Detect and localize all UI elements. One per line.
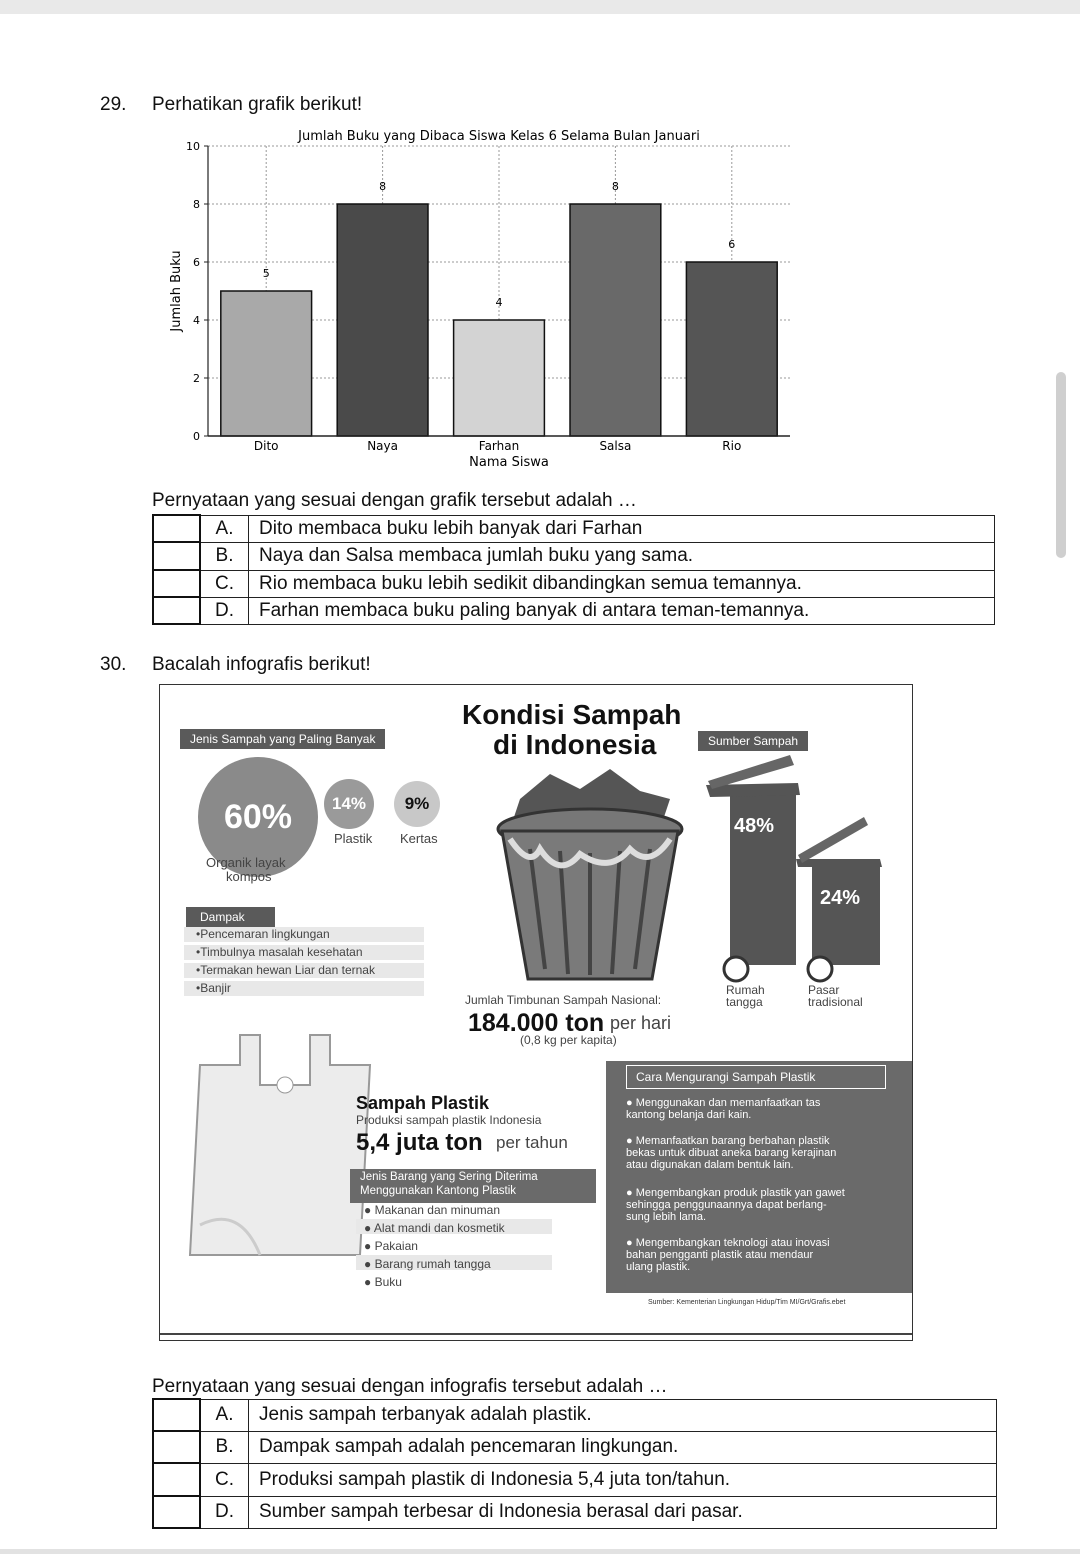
dampak-item: •Timbulnya masalah kesehatan (196, 945, 363, 959)
q30-options (152, 1398, 997, 1529)
barang-item: ● Alat mandi dan kosmetik (364, 1221, 505, 1235)
pasar-pct: 24% (820, 887, 861, 909)
data-label: 8 (379, 180, 387, 193)
organik-label-2: kompos (226, 869, 272, 884)
bar-chart (158, 122, 798, 472)
answer-box[interactable] (153, 1463, 200, 1496)
answer-box[interactable] (153, 597, 200, 624)
plastik-value: 5,4 juta ton (356, 1129, 483, 1156)
x-tick-label: Naya (367, 439, 398, 453)
q29-option-c[interactable]: C. Rio membaca buku lebih sedikit dibandingkan semua temannya. (153, 570, 995, 597)
q30-number: 30. (100, 654, 127, 675)
q30-option-c[interactable]: C. Produksi sampah plastik di Indonesia 5,4 juta ton/tahun. (153, 1463, 997, 1496)
plastik-label: Plastik (334, 831, 373, 846)
sumber-header: Sumber Sampah (698, 731, 808, 751)
option-text: Naya dan Salsa membaca jumlah buku yang sama. (249, 542, 995, 570)
trash-can-icon (490, 769, 690, 989)
cara-item-2: ● Memanfaatkan barang berbahan plastik bekas untuk dibuat aneka barang kerajinan atau digunakan dalam bentuk lain. (626, 1135, 837, 1171)
option-text: Jenis sampah terbanyak adalah plastik. (249, 1399, 997, 1431)
timbunan-note: (0,8 kg per kapita) (520, 1033, 617, 1047)
info-title-1: Kondisi Sampah (462, 699, 682, 730)
bottom-edge (0, 1549, 1080, 1554)
option-text: Dito membaca buku lebih banyak dari Farhan (249, 515, 995, 542)
x-tick-label: Rio (722, 439, 742, 453)
chart-title: Jumlah Buku yang Dibaca Siswa Kelas 6 Selama Bulan Januari (298, 129, 700, 144)
answer-box[interactable] (153, 1431, 200, 1463)
pasar-label-2: tradisional (808, 995, 863, 1009)
bins-icon (700, 755, 900, 985)
bar-salsa (570, 204, 661, 436)
q30-prompt: Pernyataan yang sesuai dengan infografis tersebut adalah … (152, 1376, 668, 1397)
rumah-pct: 48% (734, 815, 775, 837)
scrollbar[interactable] (1056, 372, 1066, 558)
answer-box[interactable] (153, 515, 200, 542)
dampak-item: •Pencemaran lingkungan (196, 927, 330, 941)
plastik-sub: Produksi sampah plastik Indonesia (356, 1113, 542, 1127)
kertas-label: Kertas (400, 831, 438, 846)
data-label: 6 (728, 238, 736, 251)
bar-rio (686, 262, 777, 436)
dampak-header: Dampak (186, 907, 275, 927)
answer-box[interactable] (153, 542, 200, 570)
x-tick-label: Dito (253, 439, 279, 453)
y-axis-label: Jumlah Buku (169, 250, 184, 332)
organik-pct: 60% (223, 797, 293, 836)
option-text: Rio membaca buku lebih sedikit dibandingkan semua temannya. (249, 570, 995, 597)
source-note: Sumber: Kementerian Lingkungan Hidup/Tim MI/Grt/Grafis.ebet (648, 1299, 846, 1306)
q29-option-d[interactable]: D. Farhan membaca buku paling banyak di antara teman-temannya. (153, 597, 995, 624)
answer-box[interactable] (153, 1496, 200, 1528)
option-text: Farhan membaca buku paling banyak di antara teman-temannya. (249, 597, 995, 624)
y-tick-label: 8 (193, 198, 200, 211)
y-tick-label: 4 (193, 314, 200, 327)
y-tick-label: 6 (193, 256, 200, 269)
cara-item-1: ● Menggunakan dan memanfaatkan tas kantong belanja dari kain. (626, 1097, 821, 1121)
kertas-circle (394, 781, 440, 827)
timbunan-value: 184.000 ton (468, 1009, 605, 1037)
cara-header: Cara Mengurangi Sampah Plastik (636, 1070, 816, 1084)
bar-dito (221, 291, 312, 436)
plastik-circle (324, 779, 374, 829)
dampak-item: •Banjir (196, 981, 231, 995)
infographic (159, 684, 913, 1341)
x-tick-label: Salsa (599, 439, 632, 453)
q29-number: 29. (100, 94, 127, 115)
plastik-unit: per tahun (496, 1133, 568, 1152)
option-text: Produksi sampah plastik di Indonesia 5,4 juta ton/tahun. (249, 1463, 997, 1496)
bar-naya (337, 204, 428, 436)
top-edge (0, 0, 1080, 14)
plastik-pct: 14% (331, 794, 367, 813)
q29-prompt: Pernyataan yang sesuai dengan grafik tersebut adalah … (152, 490, 637, 511)
barang-header-1: Jenis Barang yang Sering Diterima (360, 1171, 538, 1183)
data-label: 5 (262, 267, 270, 280)
option-text: Dampak sampah adalah pencemaran lingkungan. (249, 1431, 997, 1463)
q29-option-b[interactable]: B. Naya dan Salsa membaca jumlah buku yang sama. (153, 542, 995, 570)
y-tick-label: 10 (186, 140, 200, 153)
data-label: 8 (611, 180, 619, 193)
barang-header-2: Menggunakan Kantong Plastik (360, 1185, 516, 1197)
y-tick-label: 2 (193, 372, 200, 385)
barang-item: ● Makanan dan minuman (364, 1203, 500, 1217)
answer-box[interactable] (153, 570, 200, 597)
organik-label-1: Organik layak (206, 855, 286, 870)
q29-option-a[interactable]: A. Dito membaca buku lebih banyak dari Farhan (153, 515, 995, 542)
timbunan-label: Jumlah Timbunan Sampah Nasional: (465, 993, 662, 1007)
barang-item: ● Barang rumah tangga (364, 1257, 491, 1271)
barang-item: ● Pakaian (364, 1239, 418, 1253)
cara-item-4: ● Mengembangkan teknologi atau inovasi bahan pengganti plastik atau mendaur ulang plastik. (626, 1237, 830, 1273)
q30-option-a[interactable]: A. Jenis sampah terbanyak adalah plastik. (153, 1399, 997, 1431)
cara-item-3: ● Mengembangkan produk plastik yan gawet sehingga penggunaannya dapat berlang- sung lebih lama. (626, 1187, 845, 1223)
plastik-title: Sampah Plastik (356, 1093, 490, 1113)
timbunan-unit: per hari (610, 1013, 672, 1033)
answer-box[interactable] (153, 1399, 200, 1431)
info-title-2: di Indonesia (493, 729, 657, 760)
q30-option-d[interactable]: D. Sumber sampah terbesar di Indonesia berasal dari pasar. (153, 1496, 997, 1528)
q30-option-b[interactable]: B. Dampak sampah adalah pencemaran lingkungan. (153, 1431, 997, 1463)
x-tick-label: Farhan (478, 439, 520, 453)
data-label: 4 (495, 296, 503, 309)
rumah-label-1: Rumah (726, 983, 765, 997)
rumah-label-2: tangga (726, 995, 763, 1009)
pasar-label-1: Pasar (808, 983, 840, 997)
dampak-item: •Termakan hewan Liar dan ternak (196, 963, 375, 977)
q30-instruction: Bacalah infografis berikut! (152, 654, 371, 675)
x-axis-label: Nama Siswa (469, 455, 549, 470)
jenis-header: Jenis Sampah yang Paling Banyak (180, 729, 385, 749)
plastic-bag-icon (180, 1025, 380, 1265)
bar-farhan (454, 320, 545, 436)
kertas-pct: 9% (404, 794, 430, 813)
barang-item: ● Buku (364, 1275, 402, 1289)
option-text: Sumber sampah terbesar di Indonesia berasal dari pasar. (249, 1496, 997, 1528)
q29-instruction: Perhatikan grafik berikut! (152, 94, 363, 115)
y-tick-label: 0 (193, 430, 200, 443)
q29-options (152, 514, 995, 625)
